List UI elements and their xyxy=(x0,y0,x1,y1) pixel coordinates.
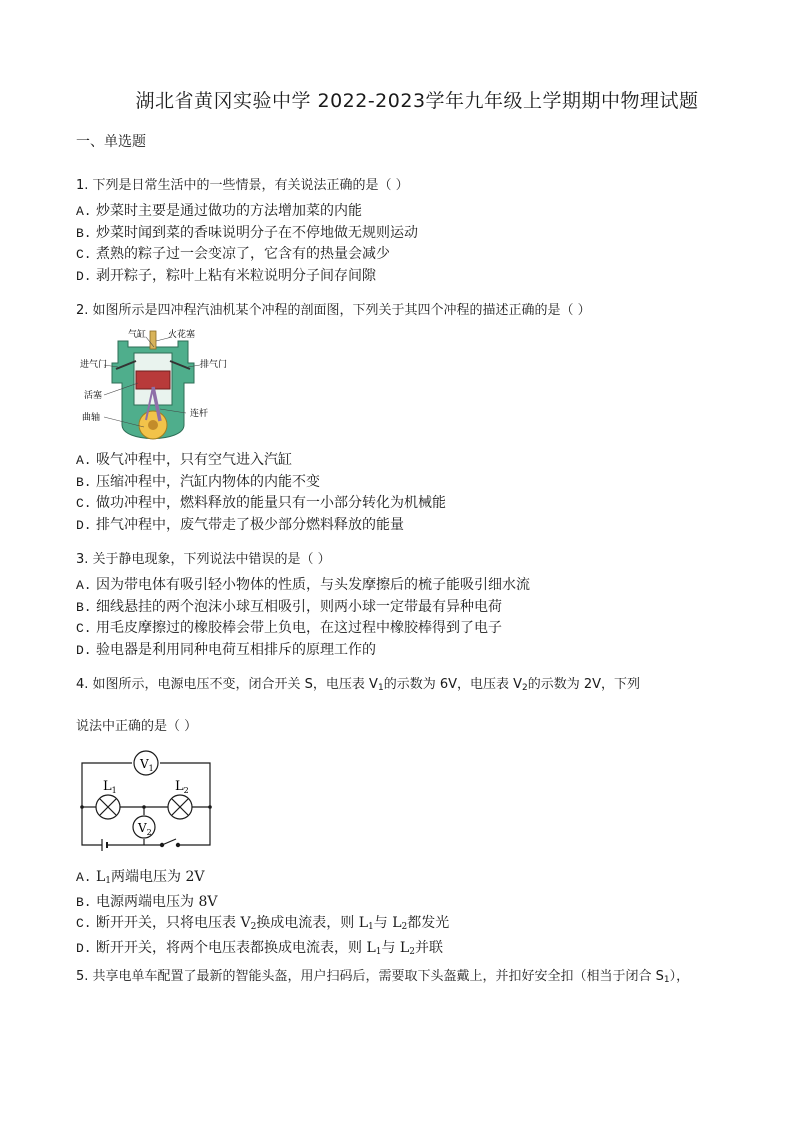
option-d[interactable]: D. 排气冲程中，废气带走了极少部分燃料释放的能量 xyxy=(76,516,404,533)
option-d[interactable]: D. 剥开粽子，粽叶上粘有米粒说明分子间存间隙 xyxy=(76,267,376,284)
label-intake-valve: 进气门 xyxy=(80,360,108,370)
question-5-stem: 5. 共享电单车配置了最新的智能头盔，用户扫码后，需要取下头盔戴上，并扣好安全扣（相当于闭合 $S_1$）， xyxy=(76,969,690,985)
option-b[interactable]: B. 压缩冲程中，汽缸内物体的内能不变 xyxy=(76,473,320,490)
circuit-diagram xyxy=(76,745,216,855)
option-b[interactable]: B. 细线悬挂的两个泡沫小球互相吸引，则两小球一定带最有异种电荷 xyxy=(76,598,502,615)
label-crankshaft: 曲轴 xyxy=(82,413,101,423)
option-a[interactable]: A. $L_1$两端电压为 2V xyxy=(76,869,205,886)
option-a[interactable]: A. 炒菜时主要是通过做功的方法增加菜的内能 xyxy=(76,203,362,219)
l1-label: $L_1$ xyxy=(103,779,117,795)
l2-label: $L_2$ xyxy=(175,779,189,795)
engine-diagram xyxy=(76,325,236,445)
question-4-options xyxy=(76,867,449,962)
option-c[interactable]: C. 做功冲程中，燃料释放的能量只有一小部分转化为机械能 xyxy=(76,495,446,511)
option-c[interactable]: C. 用毛皮摩擦过的橡胶棒会带上负电，在这过程中橡胶棒得到了电子 xyxy=(76,620,502,636)
option-a[interactable]: A. 因为带电体有吸引轻小物体的性质，与头发摩擦后的梳子能吸引细水流 xyxy=(76,577,530,593)
question-3-options xyxy=(76,575,530,661)
option-a[interactable]: A. 吸气冲程中，只有空气进入汽缸 xyxy=(76,452,292,468)
label-piston: 活塞 xyxy=(84,391,103,401)
option-d[interactable]: D. 验电器是利用同种电荷互相排斥的原理工作的 xyxy=(76,641,376,658)
question-2-stem: 2. 如图所示是四冲程汽油机某个冲程的剖面图，下列关于其四个冲程的描述正确的是（ ） xyxy=(76,303,591,318)
v2-label: $V_2$ xyxy=(138,821,152,837)
option-c[interactable]: C. 煮熟的粽子过一会变凉了，它含有的热量会减少 xyxy=(76,246,390,262)
question-1-options xyxy=(76,201,418,287)
label-connecting-rod: 连杆 xyxy=(190,409,209,419)
question-3-stem: 3. 关于静电现象，下列说法中错误的是（ ） xyxy=(76,552,331,567)
question-2-options xyxy=(76,450,446,536)
label-spark-plug: 火花塞 xyxy=(168,330,196,340)
label-cylinder: 气缸 xyxy=(128,330,147,340)
question-4-stem-line2: 说法中正确的是（ ） xyxy=(76,719,198,734)
option-b[interactable]: B. 电源两端电压为 8V xyxy=(76,893,218,910)
section-heading: 一、单选题 xyxy=(76,134,146,150)
label-exhaust-valve: 排气门 xyxy=(200,360,228,370)
page-title: 湖北省黄冈实验中学 2022-2023学年九年级上学期期中物理试题 xyxy=(135,90,699,112)
question-4-stem: 4. 如图所示，电源电压不变，闭合开关 S，电压表 $V_1$的示数为 6V，电压表 $V_2$的示数为 2V，下列 xyxy=(76,677,641,693)
v1-label: $V_1$ xyxy=(140,757,154,773)
question-1-stem: 1. 下列是日常生活中的一些情景，有关说法正确的是（ ） xyxy=(76,178,409,193)
option-d[interactable]: D. 断开开关，将两个电压表都换成电流表，则 $L_1$与 $L_2$并联 xyxy=(76,939,443,957)
option-b[interactable]: B. 炒菜时闻到菜的香味说明分子在不停地做无规则运动 xyxy=(76,224,418,241)
option-c[interactable]: C. 断开开关，只将电压表 $V_2$换成电流表，则 $L_1$与 $L_2$都发光 xyxy=(76,915,450,932)
